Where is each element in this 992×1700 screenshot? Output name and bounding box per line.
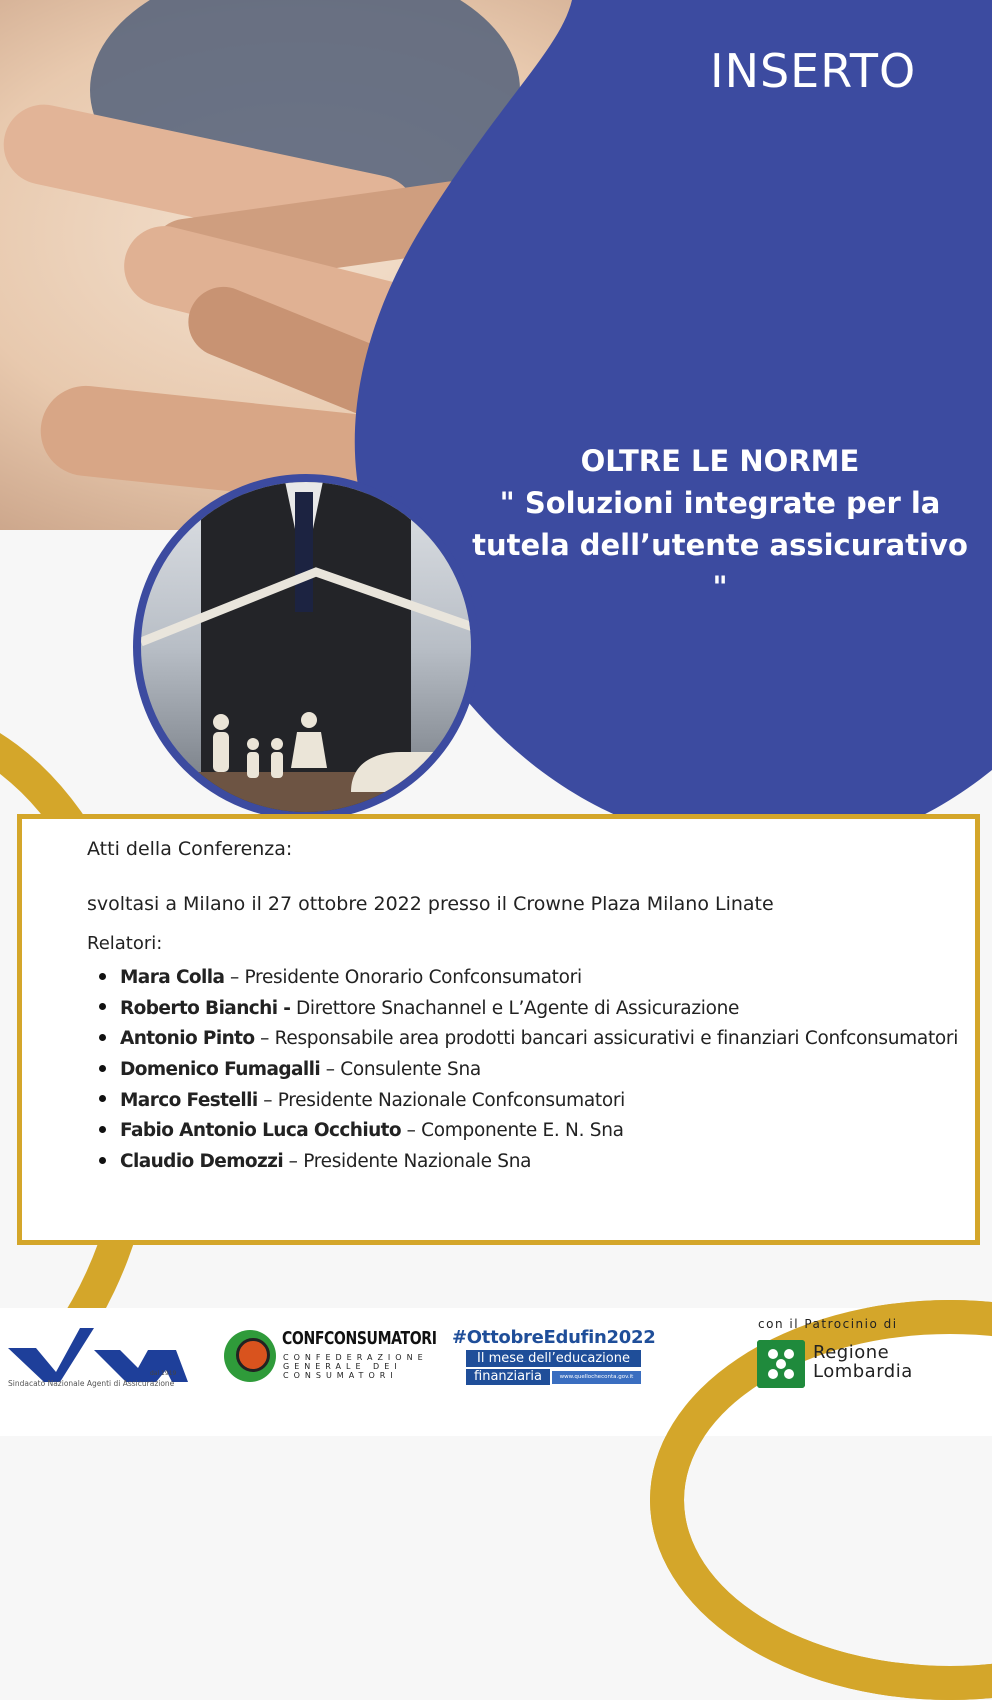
- speaker-name: Roberto Bianchi -: [120, 997, 291, 1019]
- headline-line-2: " Soluzioni integrate per la: [499, 486, 941, 520]
- speakers-list: [99, 963, 958, 1178]
- speaker-name: Domenico Fumagalli: [120, 1059, 321, 1081]
- insert-tag: INSERTO: [710, 44, 917, 98]
- list-item: [99, 1055, 958, 1086]
- list-item: [99, 1024, 958, 1055]
- conference-proceedings-label: Atti della Conferenza:: [87, 838, 293, 860]
- confconsumatori-subtitle: CONFEDERAZIONE GENERALE DEI CONSUMATORI: [283, 1353, 428, 1380]
- speaker-name: Claudio Demozzi: [120, 1151, 284, 1173]
- edufin-line-2: finanziaria: [466, 1369, 550, 1385]
- edufin-line-1: Il mese dell’educazione: [466, 1350, 641, 1367]
- conference-headline: [470, 440, 970, 608]
- bullet-icon: [99, 973, 106, 980]
- speaker-role: – Presidente Nazionale Confconsumatori: [257, 1089, 626, 1111]
- speaker-name: Mara Colla: [120, 967, 225, 988]
- speaker-role: – Responsabile area prodotti bancari assicurativi e finanziari Confconsumatori: [254, 1028, 959, 1050]
- lombardia-name: [813, 1343, 913, 1381]
- list-item: [99, 1116, 958, 1147]
- speaker-role: – Componente E. N. Sna: [401, 1120, 624, 1142]
- bullet-icon: [99, 1034, 106, 1041]
- speaker-role: Direttore Snachannel e L’Agente di Assicurazione: [290, 997, 740, 1019]
- sna-caption: Sindacato Nazionale Agenti di Assicurazione: [8, 1379, 175, 1388]
- bullet-icon: [99, 1065, 106, 1072]
- sna-since: dal 1919: [150, 1370, 177, 1377]
- lombardia-line-1: Regione: [813, 1342, 890, 1363]
- list-item: [99, 1086, 958, 1117]
- list-item: [99, 963, 958, 994]
- speaker-role: – Consulente Sna: [320, 1059, 481, 1081]
- bullet-icon: [99, 1126, 106, 1133]
- event-details: svoltasi a Milano il 27 ottobre 2022 presso il Crowne Plaza Milano Linate: [87, 893, 774, 915]
- lombardia-logo-icon: [757, 1340, 805, 1388]
- bullet-icon: [99, 1003, 106, 1010]
- patronage-label: con il Patrocinio di: [758, 1317, 898, 1331]
- bullet-icon: [99, 1095, 106, 1102]
- headline-line-3: tutela dell’utente assicurativo ": [472, 528, 968, 604]
- speakers-label: Relatori:: [87, 933, 163, 954]
- edufin-hashtag: #OttobreEdufin2022: [452, 1327, 656, 1348]
- insurance-photo: [133, 474, 479, 820]
- speaker-name: Marco Festelli: [120, 1089, 258, 1111]
- speaker-name: Antonio Pinto: [120, 1028, 255, 1050]
- speaker-role: – Presidente Onorario Confconsumatori: [224, 967, 582, 988]
- edufin-url: www.quellocheconta.gov.it: [552, 1371, 641, 1384]
- speaker-name: Fabio Antonio Luca Occhiuto: [120, 1120, 402, 1142]
- bullet-icon: [99, 1157, 106, 1164]
- list-item: [99, 994, 958, 1025]
- speaker-role: – Presidente Nazionale Sna: [283, 1151, 532, 1173]
- confconsumatori-title: CONFCONSUMATORI: [282, 1328, 437, 1349]
- list-item: [99, 1147, 958, 1178]
- lombardia-line-2: Lombardia: [813, 1361, 913, 1382]
- headline-line-1: OLTRE LE NORME: [580, 444, 860, 478]
- confconsumatori-logo-icon: [224, 1330, 276, 1382]
